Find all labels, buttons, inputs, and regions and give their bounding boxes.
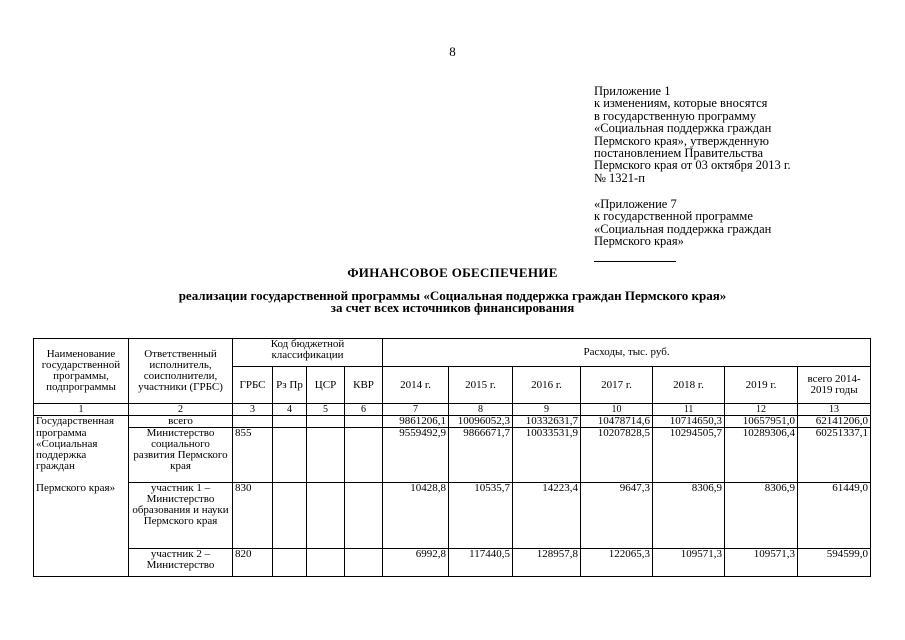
value-cell: 109571,3 [725,549,798,577]
column-number: 5 [307,404,345,416]
table-row [34,549,871,577]
header-budget-code: Код бюджетной классификации [233,339,383,367]
program-name-line: «Социальная [36,437,98,450]
document-subtitle-2: за счет всех источников финансирования [330,300,575,315]
column-number: 1 [34,404,129,416]
executor-cell: участник 2 – Министерство [129,549,233,577]
column-number: 11 [653,404,725,416]
document-subtitle: реализации государственной программы «Социальная поддержка граждан Пермского края» [178,288,727,303]
value-cell: 10207828,5 [581,428,653,483]
program-name-cell [34,428,129,483]
document-title: ФИНАНСОВОЕ ОБЕСПЕЧЕНИЕ [347,265,558,280]
value-cell: 128957,8 [513,549,581,577]
value-cell: 9559492,9 [383,428,449,483]
value-cell: 9647,3 [581,483,653,549]
value-cell: 9866671,7 [449,428,513,483]
header-csr: ЦСР [307,367,345,404]
value-cell: 8306,9 [653,483,725,549]
value-cell: 62141206,0 [798,416,871,428]
appendix-1-note: Приложение 1 к изменениям, которые вносятся в государственную программу «Социальная поддержка граждан Пермского края», утвержденную постановлением Правительства Пермского края от 03 октября 2013 г. № 1321-п [594,84,791,185]
program-name-line: граждан [36,459,75,472]
header-expenses: Расходы, тыс. руб. [383,339,871,367]
program-name-line: Государственная [34,416,129,428]
value-cell: 109571,3 [653,549,725,577]
column-number: 4 [273,404,307,416]
column-number: 12 [725,404,798,416]
grbs-cell: 855 [233,428,273,483]
value-cell: 10478714,6 [581,416,653,428]
grbs-cell: 820 [233,549,273,577]
header-total: всего 2014-2019 годы [798,367,871,404]
value-cell: 594599,0 [798,549,871,577]
header-2016: 2016 г. [513,367,581,404]
executor-cell: участник 1 – Министерство образования и науки Пермского края [129,483,233,549]
column-number: 3 [233,404,273,416]
value-cell: 14223,4 [513,483,581,549]
header-program-name: Наименование государственной программы, подпрограммы [34,339,129,404]
header-2015: 2015 г. [449,367,513,404]
header-grbs: ГРБС [233,367,273,404]
column-number: 8 [449,404,513,416]
header-2017: 2017 г. [581,367,653,404]
table-row [34,428,871,483]
value-cell: 10033531,9 [513,428,581,483]
column-number: 6 [345,404,383,416]
value-cell: 10096052,3 [449,416,513,428]
value-cell: 10294505,7 [653,428,725,483]
value-cell: 10428,8 [383,483,449,549]
executor-cell: Министерство социального развития Пермского края [129,428,233,483]
header-rzpr: Рз Пр [273,367,307,404]
program-name-line: программа [36,427,87,439]
value-cell: 9861206,1 [383,416,449,428]
program-name-line: поддержка [36,448,87,461]
header-kvr: КВР [345,367,383,404]
value-cell: 10714650,3 [653,416,725,428]
value-cell: 10535,7 [449,483,513,549]
value-cell: 60251337,1 [798,428,871,483]
executor-cell: всего [129,416,233,428]
column-number: 10 [581,404,653,416]
value-cell: 117440,5 [449,549,513,577]
header-2019: 2019 г. [725,367,798,404]
column-number: 9 [513,404,581,416]
appendix-7-note: «Приложение 7 к государственной программе «Социальная поддержка граждан Пермского края» [594,197,772,249]
value-cell: 10657951,0 [725,416,798,428]
program-name-line: Пермского края» [34,483,129,549]
column-number: 7 [383,404,449,416]
header-executor: Ответственный исполнитель, соисполнители, участники (ГРБС) [129,339,233,404]
value-cell: 10289306,4 [725,428,798,483]
grbs-cell: 830 [233,483,273,549]
grbs-cell [233,416,273,428]
header-2018: 2018 г. [653,367,725,404]
column-number: 2 [129,404,233,416]
value-cell: 8306,9 [725,483,798,549]
financing-table [33,338,871,577]
value-cell: 122065,3 [581,549,653,577]
value-cell: 10332631,7 [513,416,581,428]
table-row [34,483,871,549]
table-row [34,416,871,428]
header-2014: 2014 г. [383,367,449,404]
value-cell: 61449,0 [798,483,871,549]
column-number: 13 [798,404,871,416]
value-cell: 6992,8 [383,549,449,577]
page-number: 8 [449,44,456,59]
separator-line [594,261,676,262]
